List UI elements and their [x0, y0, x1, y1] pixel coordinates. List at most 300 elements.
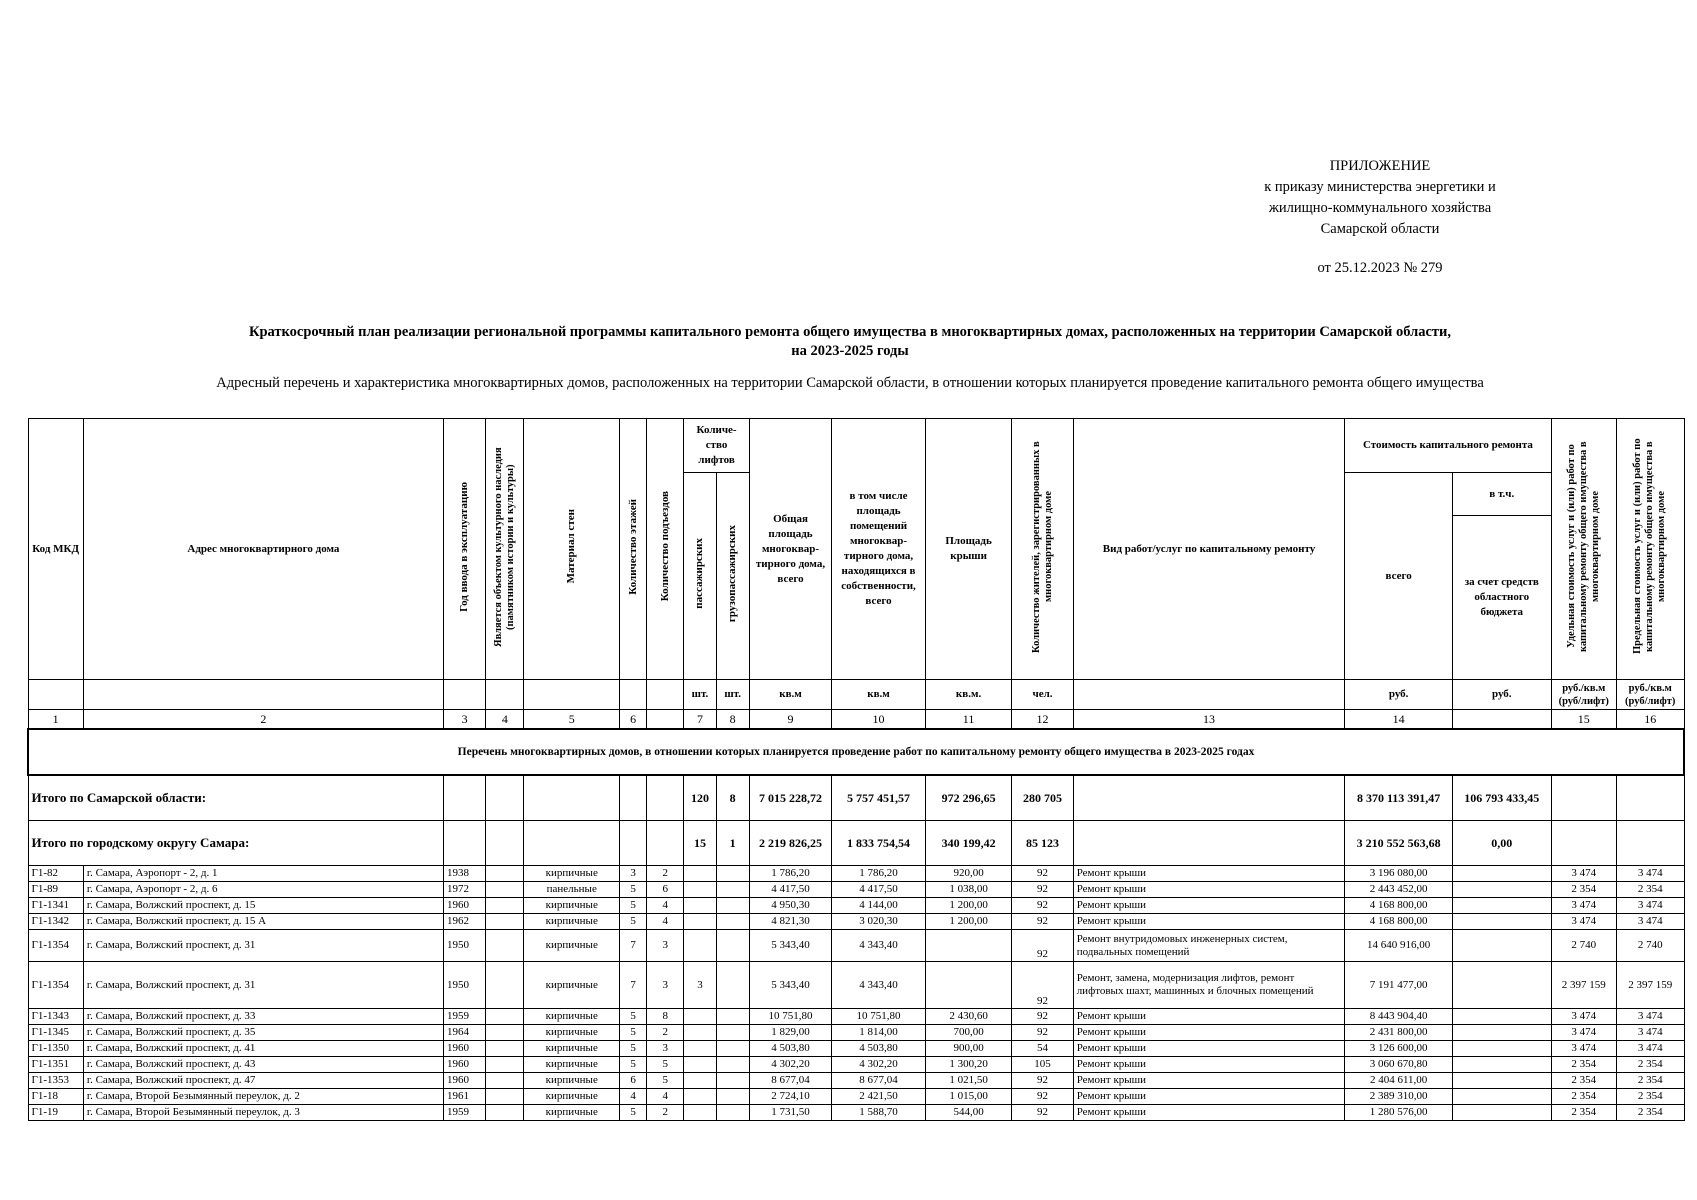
- cell-cargo: [716, 1057, 749, 1073]
- cell-year: 1950: [443, 930, 485, 962]
- unit-empty: [1073, 680, 1345, 710]
- col-num: 2: [83, 710, 443, 730]
- cell-entrances: 8: [647, 1009, 684, 1025]
- hdr-floors: Количество этажей: [620, 419, 647, 680]
- empty-cell: [524, 821, 620, 866]
- cell-passenger: [684, 866, 716, 882]
- appendix-title: ПРИЛОЖЕНИЕ: [1329, 158, 1431, 174]
- cell-wall: кирпичные: [524, 1009, 620, 1025]
- unit-pcs: шт.: [716, 680, 749, 710]
- cell-address: г. Самара, Волжский проспект, д. 31: [83, 962, 443, 1009]
- table-row: [28, 1105, 1684, 1121]
- cell-unit-cost: 3 474: [1551, 898, 1616, 914]
- hdr-cost: Стоимость капитального ремонта: [1345, 419, 1551, 473]
- cell-cargo: [716, 1073, 749, 1089]
- cell-owned-area: 4 417,50: [832, 882, 926, 898]
- cell-roof-area: 1 200,00: [925, 898, 1012, 914]
- cell-unit-cost: 3 474: [1551, 1009, 1616, 1025]
- cell-entrances: 2: [647, 1105, 684, 1121]
- cell-address: г. Самара, Волжский проспект, д. 15: [83, 898, 443, 914]
- cell-residents: 92: [1012, 962, 1073, 1009]
- appendix-line: жилищно-коммунального хозяйства: [1268, 200, 1492, 216]
- cell-unit-cost: 2 354: [1551, 1089, 1616, 1105]
- total-cargo: 8: [716, 775, 749, 821]
- col-num: 9: [749, 710, 831, 730]
- cell-total-area: 1 829,00: [749, 1025, 831, 1041]
- cell-code: Г1-19: [28, 1105, 83, 1121]
- cell-total-area: 5 343,40: [749, 962, 831, 1009]
- cell-roof-area: 544,00: [925, 1105, 1012, 1121]
- total-label: Итого по Самарской области:: [28, 775, 443, 821]
- cell-cargo: [716, 898, 749, 914]
- cell-cargo: [716, 1009, 749, 1025]
- table-row: [28, 914, 1684, 930]
- cell-entrances: 3: [647, 930, 684, 962]
- cell-heritage: [486, 1009, 524, 1025]
- cell-year: 1950: [443, 962, 485, 1009]
- cell-unit-cost: 2 354: [1551, 1105, 1616, 1121]
- cell-cost: 14 640 916,00: [1345, 930, 1453, 962]
- cell-entrances: 4: [647, 914, 684, 930]
- section-header-row: [28, 729, 1684, 775]
- empty-cell: [1551, 775, 1616, 821]
- col-num: 14: [1345, 710, 1453, 730]
- col-num: 6: [620, 710, 647, 730]
- cell-regional: [1452, 1041, 1551, 1057]
- cell-cost: 3 126 600,00: [1345, 1041, 1453, 1057]
- hdr-wall: Материал стен: [524, 419, 620, 680]
- cell-total-area: 5 343,40: [749, 930, 831, 962]
- cell-address: г. Самара, Волжский проспект, д. 47: [83, 1073, 443, 1089]
- cell-cost: 4 168 800,00: [1345, 898, 1453, 914]
- table-row: [28, 866, 1684, 882]
- cell-code: Г1-1350: [28, 1041, 83, 1057]
- cell-owned-area: 1 814,00: [832, 1025, 926, 1041]
- cell-address: г. Самара, Волжский проспект, д. 15 А: [83, 914, 443, 930]
- total-cost: 3 210 552 563,68: [1345, 821, 1453, 866]
- hdr-lifts: Количе-ство лифтов: [684, 419, 749, 473]
- cell-limit-cost: 2 740: [1616, 930, 1684, 962]
- hdr-code: Код МКД: [28, 419, 83, 680]
- table-row: [28, 1089, 1684, 1105]
- cell-entrances: 3: [647, 1041, 684, 1057]
- empty-cell: [647, 775, 684, 821]
- cell-total-area: 4 302,20: [749, 1057, 831, 1073]
- cell-year: 1961: [443, 1089, 485, 1105]
- cell-cargo: [716, 1025, 749, 1041]
- cell-year: 1960: [443, 1057, 485, 1073]
- cell-roof-area: 1 015,00: [925, 1089, 1012, 1105]
- cell-passenger: [684, 1025, 716, 1041]
- cell-limit-cost: 3 474: [1616, 914, 1684, 930]
- cell-wall: кирпичные: [524, 1073, 620, 1089]
- cell-cost: 2 404 611,00: [1345, 1073, 1453, 1089]
- cell-limit-cost: 3 474: [1616, 866, 1684, 882]
- cell-year: 1959: [443, 1105, 485, 1121]
- hdr-heritage: Является объектом культурного наследия (памятником истории и культуры): [486, 419, 524, 680]
- col-num: 13: [1073, 710, 1345, 730]
- total-regional: 0,00: [1452, 821, 1551, 866]
- empty-cell: [524, 775, 620, 821]
- cell-code: Г1-89: [28, 882, 83, 898]
- housing-table: [27, 418, 1685, 1121]
- empty-cell: [620, 775, 647, 821]
- cell-unit-cost: 3 474: [1551, 866, 1616, 882]
- hdr-entrances: Количество подъездов: [647, 419, 684, 680]
- document-subtitle: Адресный перечень и характеристика многоквартирных домов, расположенных на территории Самарской области, в отношении которых планируется проведение капитального ремонта общего имущества: [216, 375, 1484, 391]
- unit-sqm: кв.м: [832, 680, 926, 710]
- hdr-roof-area: Площадь крыши: [925, 419, 1012, 680]
- cell-cost: 3 060 670,80: [1345, 1057, 1453, 1073]
- cell-passenger: [684, 1009, 716, 1025]
- cell-floors: 5: [620, 1025, 647, 1041]
- empty-cell: [486, 775, 524, 821]
- cell-floors: 7: [620, 930, 647, 962]
- cell-wall: кирпичные: [524, 1105, 620, 1121]
- col-num: 11: [925, 710, 1012, 730]
- col-num: 10: [832, 710, 926, 730]
- cell-residents: 92: [1012, 930, 1073, 962]
- cell-work-type: Ремонт крыши: [1073, 898, 1345, 914]
- total-passenger: 120: [684, 775, 716, 821]
- table-row: [28, 1041, 1684, 1057]
- cell-cost: 2 389 310,00: [1345, 1089, 1453, 1105]
- unit-empty: [443, 680, 485, 710]
- cell-roof-area: 2 430,60: [925, 1009, 1012, 1025]
- total-passenger: 15: [684, 821, 716, 866]
- hdr-limit-cost: Предельная стоимость услуг и (или) работ по капитальному ремонту общего имущества в многоквартирном доме: [1616, 419, 1684, 680]
- cell-work-type: Ремонт крыши: [1073, 882, 1345, 898]
- cell-owned-area: 4 343,40: [832, 962, 926, 1009]
- cell-floors: 5: [620, 1105, 647, 1121]
- cell-roof-area: [925, 962, 1012, 1009]
- cell-passenger: [684, 930, 716, 962]
- col-num: 16: [1616, 710, 1684, 730]
- cell-cost: 7 191 477,00: [1345, 962, 1453, 1009]
- document-title: [110, 323, 1590, 361]
- cell-work-type: Ремонт крыши: [1073, 1057, 1345, 1073]
- cell-year: 1972: [443, 882, 485, 898]
- table-row: [28, 1073, 1684, 1089]
- cell-heritage: [486, 866, 524, 882]
- hdr-residents: Количество жителей, зарегистрированных в многоквартирном доме: [1012, 419, 1073, 680]
- cell-limit-cost: 2 397 159: [1616, 962, 1684, 1009]
- cell-roof-area: 900,00: [925, 1041, 1012, 1057]
- cell-residents: 105: [1012, 1057, 1073, 1073]
- cell-year: 1959: [443, 1009, 485, 1025]
- cell-code: Г1-1351: [28, 1057, 83, 1073]
- cell-code: Г1-1343: [28, 1009, 83, 1025]
- hdr-cost-total: всего: [1345, 473, 1453, 680]
- unit-rate: руб./кв.м (руб/лифт): [1551, 680, 1616, 710]
- cell-wall: кирпичные: [524, 962, 620, 1009]
- hdr-total-area: Общая площадь многоквар-тирного дома, всего: [749, 419, 831, 680]
- cell-heritage: [486, 1105, 524, 1121]
- cell-floors: 5: [620, 1041, 647, 1057]
- cell-total-area: 4 821,30: [749, 914, 831, 930]
- cell-work-type: Ремонт, замена, модернизация лифтов, ремонт лифтовых шахт, машинных и блочных помещений: [1073, 962, 1345, 1009]
- section-title: Перечень многоквартирных домов, в отношении которых планируется проведение работ по капитальному ремонту общего имущества в 2023-2025 годах: [28, 729, 1684, 775]
- cell-cost: 2 443 452,00: [1345, 882, 1453, 898]
- cell-limit-cost: 3 474: [1616, 1025, 1684, 1041]
- cell-limit-cost: 2 354: [1616, 1105, 1684, 1121]
- cell-wall: кирпичные: [524, 1041, 620, 1057]
- cell-cargo: [716, 1089, 749, 1105]
- cell-work-type: Ремонт крыши: [1073, 1105, 1345, 1121]
- col-num: 1: [28, 710, 83, 730]
- unit-empty: [486, 680, 524, 710]
- unit-empty: [83, 680, 443, 710]
- cell-passenger: [684, 1073, 716, 1089]
- cell-address: г. Самара, Аэропорт - 2, д. 1: [83, 866, 443, 882]
- table-row: [28, 1057, 1684, 1073]
- hdr-regional-budget: за счет средств областного бюджета: [1452, 516, 1551, 680]
- cell-wall: кирпичные: [524, 1025, 620, 1041]
- cell-wall: кирпичные: [524, 1089, 620, 1105]
- cell-heritage: [486, 882, 524, 898]
- cell-floors: 3: [620, 866, 647, 882]
- cell-passenger: [684, 882, 716, 898]
- cell-total-area: 1 731,50: [749, 1105, 831, 1121]
- cell-unit-cost: 2 354: [1551, 1073, 1616, 1089]
- table-row: [28, 930, 1684, 962]
- cell-entrances: 2: [647, 1025, 684, 1041]
- cell-roof-area: 700,00: [925, 1025, 1012, 1041]
- cell-regional: [1452, 914, 1551, 930]
- cell-address: г. Самара, Волжский проспект, д. 43: [83, 1057, 443, 1073]
- cell-address: г. Самара, Волжский проспект, д. 35: [83, 1025, 443, 1041]
- cell-residents: 54: [1012, 1041, 1073, 1057]
- cell-regional: [1452, 866, 1551, 882]
- title-line: Краткосрочный план реализации региональной программы капитального ремонта общего имущества в многоквартирных домах, расположенных на территории Самарской области,: [248, 324, 1452, 340]
- cell-owned-area: 4 343,40: [832, 930, 926, 962]
- cell-unit-cost: 2 354: [1551, 1057, 1616, 1073]
- empty-cell: [620, 821, 647, 866]
- cell-heritage: [486, 1025, 524, 1041]
- total-regional: 106 793 433,45: [1452, 775, 1551, 821]
- unit-empty: [28, 680, 83, 710]
- cell-cargo: [716, 962, 749, 1009]
- cell-wall: кирпичные: [524, 930, 620, 962]
- total-row: [28, 821, 1684, 866]
- empty-cell: [486, 821, 524, 866]
- hdr-unit-cost: Удельная стоимость услуг и (или) работ по капитальному ремонту общего имущества в многоквартирном доме: [1551, 419, 1616, 680]
- unit-rub: руб.: [1345, 680, 1453, 710]
- empty-cell: [1073, 821, 1345, 866]
- cell-heritage: [486, 930, 524, 962]
- empty-cell: [647, 821, 684, 866]
- cell-year: 1964: [443, 1025, 485, 1041]
- cell-address: г. Самара, Аэропорт - 2, д. 6: [83, 882, 443, 898]
- cell-passenger: [684, 914, 716, 930]
- cell-wall: кирпичные: [524, 866, 620, 882]
- cell-code: Г1-1354: [28, 930, 83, 962]
- cell-work-type: Ремонт крыши: [1073, 1009, 1345, 1025]
- total-roof-area: 972 296,65: [925, 775, 1012, 821]
- cell-heritage: [486, 1089, 524, 1105]
- cell-limit-cost: 2 354: [1616, 882, 1684, 898]
- cell-entrances: 4: [647, 1089, 684, 1105]
- cell-heritage: [486, 1073, 524, 1089]
- table-row: [28, 1025, 1684, 1041]
- cell-floors: 5: [620, 898, 647, 914]
- cell-passenger: [684, 1057, 716, 1073]
- cell-residents: 92: [1012, 882, 1073, 898]
- cell-entrances: 6: [647, 882, 684, 898]
- cell-heritage: [486, 1057, 524, 1073]
- cell-regional: [1452, 1105, 1551, 1121]
- cell-owned-area: 2 421,50: [832, 1089, 926, 1105]
- unit-pcs: шт.: [684, 680, 716, 710]
- cell-regional: [1452, 1025, 1551, 1041]
- appendix-block: [1230, 156, 1530, 279]
- cell-work-type: Ремонт внутридомовых инженерных систем, подвальных помещений: [1073, 930, 1345, 962]
- cell-entrances: 4: [647, 898, 684, 914]
- total-area: 2 219 826,25: [749, 821, 831, 866]
- cell-regional: [1452, 930, 1551, 962]
- cell-total-area: 10 751,80: [749, 1009, 831, 1025]
- cell-entrances: 5: [647, 1073, 684, 1089]
- cell-residents: 92: [1012, 898, 1073, 914]
- cell-work-type: Ремонт крыши: [1073, 1089, 1345, 1105]
- cell-heritage: [486, 962, 524, 1009]
- cell-limit-cost: 2 354: [1616, 1089, 1684, 1105]
- hdr-work-type: Вид работ/услуг по капитальному ремонту: [1073, 419, 1345, 680]
- title-line: на 2023-2025 годы: [791, 343, 909, 359]
- unit-empty: [524, 680, 620, 710]
- cell-work-type: Ремонт крыши: [1073, 866, 1345, 882]
- cell-total-area: 4 417,50: [749, 882, 831, 898]
- unit-empty: [620, 680, 647, 710]
- col-num: 5: [524, 710, 620, 730]
- hdr-passenger: пассажирских: [684, 473, 716, 680]
- cell-work-type: Ремонт крыши: [1073, 1041, 1345, 1057]
- table-row: [28, 882, 1684, 898]
- cell-cargo: [716, 914, 749, 930]
- cell-owned-area: 1 786,20: [832, 866, 926, 882]
- hdr-address: Адрес многоквартирного дома: [83, 419, 443, 680]
- hdr-incl: в т.ч.: [1452, 473, 1551, 516]
- cell-code: Г1-1342: [28, 914, 83, 930]
- cell-roof-area: [925, 930, 1012, 962]
- cell-cargo: [716, 930, 749, 962]
- cell-unit-cost: 2 740: [1551, 930, 1616, 962]
- unit-people: чел.: [1012, 680, 1073, 710]
- cell-regional: [1452, 898, 1551, 914]
- cell-year: 1938: [443, 866, 485, 882]
- cell-floors: 7: [620, 962, 647, 1009]
- appendix-line: Самарской области: [1320, 221, 1440, 237]
- col-num: 4: [486, 710, 524, 730]
- cell-roof-area: 1 200,00: [925, 914, 1012, 930]
- cell-total-area: 2 724,10: [749, 1089, 831, 1105]
- cell-floors: 5: [620, 882, 647, 898]
- unit-rub: руб.: [1452, 680, 1551, 710]
- cell-roof-area: 1 038,00: [925, 882, 1012, 898]
- total-cargo: 1: [716, 821, 749, 866]
- cell-regional: [1452, 882, 1551, 898]
- cell-owned-area: 4 503,80: [832, 1041, 926, 1057]
- cell-wall: кирпичные: [524, 898, 620, 914]
- cell-roof-area: 1 021,50: [925, 1073, 1012, 1089]
- cell-roof-area: 1 300,20: [925, 1057, 1012, 1073]
- cell-entrances: 2: [647, 866, 684, 882]
- cell-code: Г1-18: [28, 1089, 83, 1105]
- cell-residents: 92: [1012, 1009, 1073, 1025]
- col-num: 3: [443, 710, 485, 730]
- cell-cargo: [716, 866, 749, 882]
- cell-year: 1960: [443, 898, 485, 914]
- cell-passenger: 3: [684, 962, 716, 1009]
- cell-passenger: [684, 1105, 716, 1121]
- unit-sqm: кв.м: [749, 680, 831, 710]
- cell-floors: 5: [620, 1057, 647, 1073]
- hdr-year: Год ввода в эксплуатацию: [443, 419, 485, 680]
- cell-address: г. Самара, Волжский проспект, д. 33: [83, 1009, 443, 1025]
- cell-code: Г1-1354: [28, 962, 83, 1009]
- cell-owned-area: 1 588,70: [832, 1105, 926, 1121]
- col-num: 8: [716, 710, 749, 730]
- cell-owned-area: 8 677,04: [832, 1073, 926, 1089]
- cell-code: Г1-1341: [28, 898, 83, 914]
- hdr-owned-area: в том числе площадь помещений многоквар-тирного дома, находящихся в собственности, всего: [832, 419, 926, 680]
- col-num: 12: [1012, 710, 1073, 730]
- cell-work-type: Ремонт крыши: [1073, 914, 1345, 930]
- cell-regional: [1452, 1089, 1551, 1105]
- cell-heritage: [486, 1041, 524, 1057]
- appendix-date: от 25.12.2023 № 279: [1317, 260, 1443, 276]
- empty-cell: [1551, 821, 1616, 866]
- col-num: 7: [684, 710, 716, 730]
- cell-entrances: 3: [647, 962, 684, 1009]
- total-owned-area: 1 833 754,54: [832, 821, 926, 866]
- cell-unit-cost: 3 474: [1551, 914, 1616, 930]
- cell-wall: панельные: [524, 882, 620, 898]
- cell-year: 1960: [443, 1073, 485, 1089]
- cell-total-area: 4 503,80: [749, 1041, 831, 1057]
- total-owned-area: 5 757 451,57: [832, 775, 926, 821]
- cell-total-area: 1 786,20: [749, 866, 831, 882]
- column-numbers-row: [28, 710, 1684, 730]
- cell-limit-cost: 3 474: [1616, 898, 1684, 914]
- cell-cargo: [716, 1041, 749, 1057]
- cell-address: г. Самара, Волжский проспект, д. 31: [83, 930, 443, 962]
- cell-code: Г1-1353: [28, 1073, 83, 1089]
- total-label: Итого по городскому округу Самара:: [28, 821, 443, 866]
- cell-address: г. Самара, Второй Безымянный переулок, д. 2: [83, 1089, 443, 1105]
- cell-unit-cost: 2 397 159: [1551, 962, 1616, 1009]
- cell-address: г. Самара, Второй Безымянный переулок, д. 3: [83, 1105, 443, 1121]
- cell-passenger: [684, 1041, 716, 1057]
- total-residents: 280 705: [1012, 775, 1073, 821]
- cell-address: г. Самара, Волжский проспект, д. 41: [83, 1041, 443, 1057]
- cell-cost: 3 196 080,00: [1345, 866, 1453, 882]
- cell-passenger: [684, 898, 716, 914]
- cell-floors: 5: [620, 914, 647, 930]
- cell-work-type: Ремонт крыши: [1073, 1025, 1345, 1041]
- empty-cell: [443, 775, 485, 821]
- total-row: [28, 775, 1684, 821]
- cell-regional: [1452, 1057, 1551, 1073]
- cell-limit-cost: 2 354: [1616, 1073, 1684, 1089]
- cell-cost: 8 443 904,40: [1345, 1009, 1453, 1025]
- cell-passenger: [684, 1089, 716, 1105]
- cell-limit-cost: 3 474: [1616, 1009, 1684, 1025]
- cell-cost: 4 168 800,00: [1345, 914, 1453, 930]
- cell-unit-cost: 2 354: [1551, 882, 1616, 898]
- cell-cargo: [716, 1105, 749, 1121]
- cell-wall: кирпичные: [524, 914, 620, 930]
